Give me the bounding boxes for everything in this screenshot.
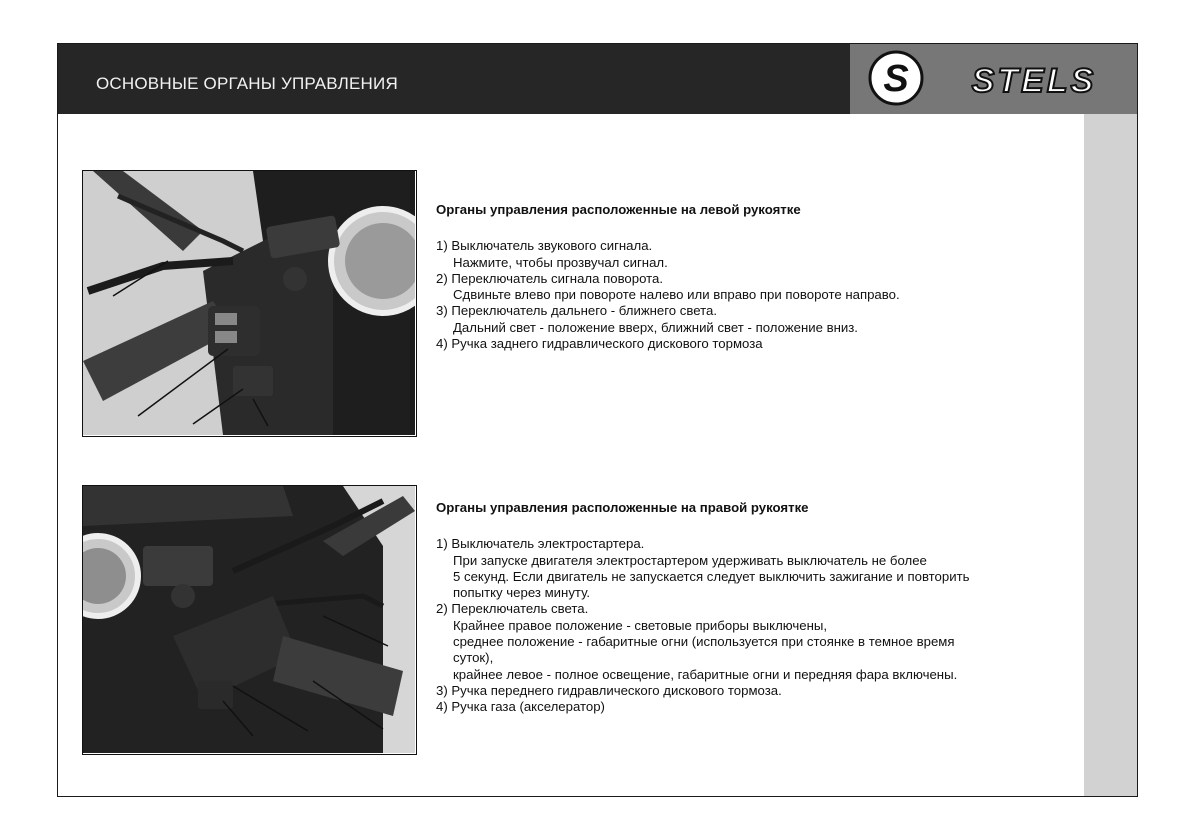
- control-item: [436, 536, 1086, 601]
- control-item-title: 3) Переключатель дальнего - ближнего света.: [436, 303, 718, 319]
- control-item-desc: Нажмите, чтобы прозвучал сигнал.: [453, 254, 668, 270]
- stels-logo-icon: [850, 44, 1138, 114]
- control-item: [436, 271, 1076, 304]
- control-item-desc: суток),: [453, 650, 494, 666]
- left-handlebar-illustration: [83, 171, 415, 435]
- control-item-desc: среднее положение - габаритные огни (используется при стоянке в темное время: [453, 634, 955, 650]
- control-item-desc: Дальний свет - положение вверх, ближний свет - положение вниз.: [453, 319, 858, 335]
- control-item-title: 4) Ручка газа (акселератор): [436, 699, 605, 715]
- right-handle-section: [436, 500, 1086, 716]
- left-handle-list: [436, 238, 1076, 352]
- control-item-desc: Сдвиньте влево при повороте налево или вправо при повороте направо.: [453, 287, 900, 303]
- svg-text:STELS: STELS: [971, 62, 1097, 100]
- right-handlebar-illustration: [83, 486, 415, 753]
- control-item-title: 4) Ручка заднего гидравлического дискового тормоза: [436, 336, 763, 352]
- left-handle-section: [436, 202, 1076, 352]
- brand-logo: [850, 44, 1138, 114]
- side-strip: [1084, 114, 1138, 797]
- control-item-desc: попытку через минуту.: [453, 585, 591, 601]
- control-item-desc: 5 секунд. Если двигатель не запускается следует выключить зажигание и повторить: [453, 568, 970, 584]
- right-handlebar-photo: [82, 485, 417, 755]
- control-item: [436, 699, 1086, 715]
- header-bar: [58, 44, 850, 114]
- right-handle-heading: Органы управления расположенные на правой рукоятке: [436, 500, 809, 515]
- control-item-title: 2) Переключатель сигнала поворота.: [436, 270, 664, 286]
- control-item-desc: крайнее левое - полное освещение, габаритные огни и передняя фара включены.: [453, 666, 958, 682]
- control-item-title: 1) Выключатель звукового сигнала.: [436, 238, 653, 254]
- left-handle-heading: Органы управления расположенные на левой рукоятке: [436, 202, 801, 217]
- manual-page: [57, 43, 1138, 797]
- right-handle-list: [436, 536, 1086, 715]
- left-handlebar-photo: [82, 170, 417, 437]
- control-item-title: 3) Ручка переднего гидравлического дискового тормоза.: [436, 682, 782, 698]
- control-item: [436, 336, 1076, 352]
- page-title: ОСНОВНЫЕ ОРГАНЫ УПРАВЛЕНИЯ: [96, 74, 398, 93]
- control-item-desc: При запуске двигателя электростартером удерживать выключатель не более: [453, 552, 927, 568]
- control-item: [436, 238, 1076, 271]
- control-item: [436, 303, 1076, 336]
- control-item-title: 2) Переключатель света.: [436, 601, 589, 617]
- control-item: [436, 601, 1086, 682]
- control-item-desc: Крайнее правое положение - световые приборы выключены,: [453, 617, 827, 633]
- control-item: [436, 683, 1086, 699]
- control-item-title: 1) Выключатель электростартера.: [436, 536, 645, 552]
- svg-text:S: S: [883, 58, 909, 100]
